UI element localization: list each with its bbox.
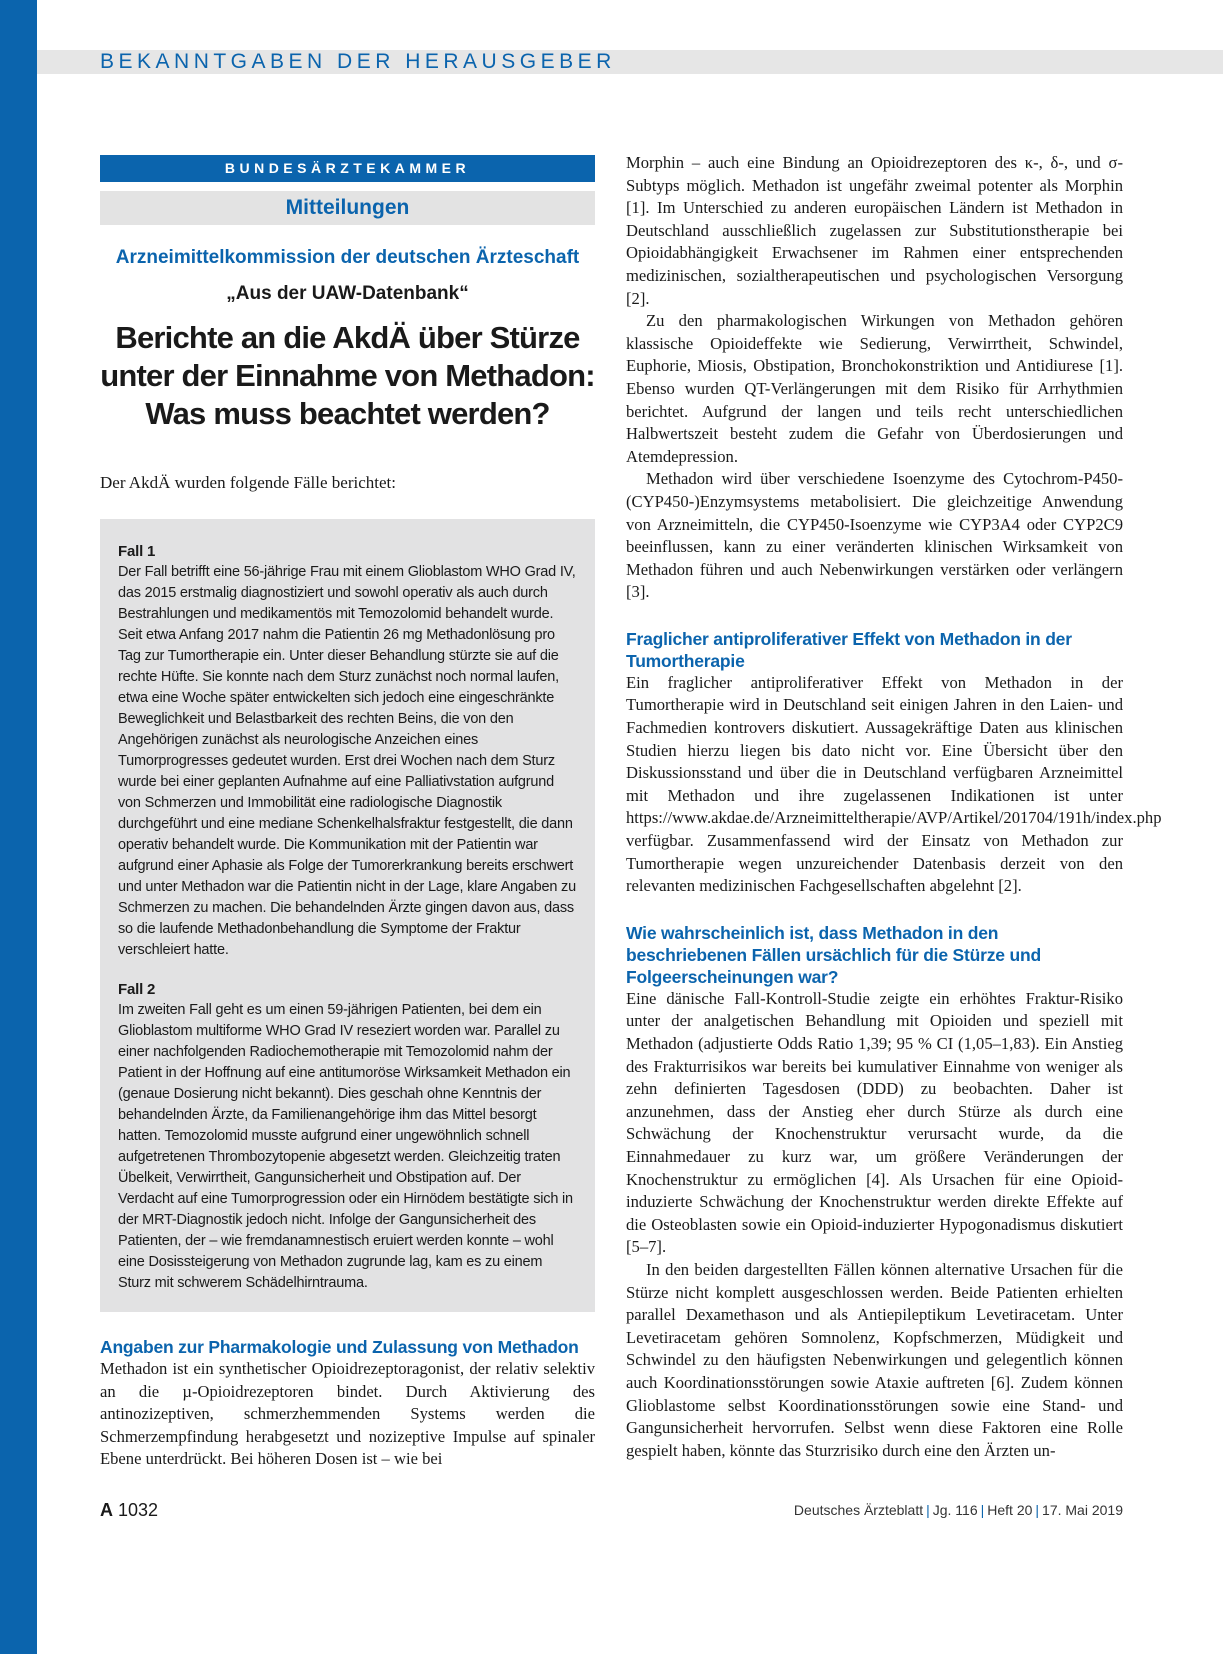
- rubric-title: „Aus der UAW-Datenbank“: [226, 283, 469, 304]
- journal-date: 17. Mai 2019: [1042, 1502, 1123, 1518]
- journal-issue: Heft 20: [987, 1502, 1033, 1518]
- case1-text: Der Fall betrifft eine 56-jährige Frau mit einem Glioblastom WHO Grad IV, das 2015 erstmalig diagnostiziert und sowohl operativ als auch durch Bestrahlungen und medikamentös mit Temozolomid behandelt wurde. Seit etwa Anfang 2017 nahm die Patientin 26 mg Methadonlösung pro Tag zur Tumortherapie ein. Unter dieser Behandlung stürzte sie auf die rechte Hüfte. Sie konnte nach dem Sturz zunächst noch normal laufen, etwa eine Woche später entwickelten sich jedoch eine eingeschränkte Beweglichkeit und Belastbarkeit des rechten Beins, die von den Angehörigen zunächst als neurologische Anzeichen eines Tumorprogresses gedeutet wurden. Erst drei Wochen nach dem Sturz wurde bei einer geplanten Aufnahme auf eine Palliativstation aufgrund von Schmerzen und Immobilität eine radiologische Diagnostik durchgeführt und eine mediane Schenkelhalsfraktur festgestellt, die dann operativ behandelt wurde. Die Kommunikation mit der Patientin war aufgrund einer Aphasie als Folge der Tumorerkrankung bereits erschwert und unter Methadon war die Patientin nicht in der Lage, klare Angaben zu Schmerzen zu machen. Die behandelnden Ärzte gingen davon aus, dass so die laufende Methadonbehandlung die Symptome der Fraktur verschleiert hatte.: [118, 564, 576, 958]
- case2-text: Im zweiten Fall geht es um einen 59-jährigen Patienten, bei dem ein Glioblastom multiforme WHO Grad IV reseziert worden war. Parallel zu einer nachfolgenden Radiochemotherapie mit Temozolomid nahm der Patient in der Hoffnung auf eine antitumoröse Wirksamkeit Methadon ein (genaue Dosierung nicht bekannt). Dies geschah ohne Kenntnis der behandelnden Ärzte, da Familienangehörige ihm das Mittel besorgt hatten. Temozolomid musste aufgrund einer ungewöhnlich schnell aufgetretenen Thrombozytopenie abgesetzt werden. Gleichzeitig traten Übelkeit, Verwirrtheit, Gangunsicherheit und Obstipation auf. Der Verdacht auf eine Tumorprogression oder ein Hirnödem bestätigte sich in der MRT-Diagnostik jedoch nicht. Infolge der Gangunsicherheit des Patienten, der – wie fremdanamnestisch eruiert werden konnte – wohl eine Dosissteigerung von Methadon zugrunde lag, kam es zu einem Sturz mit schwerem Schädelhirntrauma.: [118, 1002, 573, 1291]
- right-column: [626, 152, 1162, 1462]
- article-headline: Berichte an die AkdÄ über Stürze unter der Einnahme von Methadon: Was muss beachtet werden?: [100, 320, 595, 431]
- pharma-paragraph-2: Zu den pharmakologischen Wirkungen von Methadon gehören klassische Opioideffekte wie Sedierung, Verwirrtheit, Schwindel, Euphorie, Miosis, Obstipation, Bronchokonstriktion und Antidiurese [1]. Ebenso wurden QT-Verlängerungen mit dem Risiko für Arrhythmien berichtet. Aufgrund der langen und teils recht unterschiedlichen Halbwertszeit besteht zudem die Gefahr von Überdosierungen und Atemdepression.: [626, 311, 1123, 466]
- left-column: [100, 155, 595, 1471]
- page-prefix: A: [100, 1500, 113, 1520]
- case1-title: Fall 1: [118, 543, 156, 560]
- journal-footer: [794, 1502, 1123, 1518]
- footer-separator: |: [926, 1502, 930, 1518]
- pharma-paragraph-3: Methadon wird über verschiedene Isoenzyme des Cytochrom-P450-(CYP450-)Enzymsystems metabolisiert. Die gleichzeitige Anwendung von Arzneimitteln, die CYP450-Isoenzyme wie CYP3A4 oder CYP2C9 beeinflussen, kann zu einer veränderten klinischen Wirksamkeit von Methadon führen und auch Nebenwirkungen verstärken oder verlängern [3].: [626, 469, 1123, 602]
- kammer-banner: BUNDESÄRZTEKAMMER: [100, 155, 595, 182]
- pharma-paragraph-1-continued: Morphin – auch eine Bindung an Opioidrezeptoren des κ-, δ-, und σ-Subtyps möglich. Methadon ist ungefähr zweimal potenter als Morphin [1]. Im Unterschied zu anderen europäischen Ländern ist Methadon in Deutschland ausschließlich zugelassen zur Substitutionstherapie bei Opioidabhängigkeit Erwachsener im Rahmen einer entsprechenden medizinischen, sozialtherapeutischen und psychologischen Versorgung [2].: [626, 153, 1123, 308]
- page-number-value: 1032: [118, 1500, 159, 1520]
- mitteilungen-banner: Mitteilungen: [100, 191, 595, 225]
- pharma-heading: Angaben zur Pharmakologie und Zulassung von Methadon: [100, 1337, 579, 1357]
- organisation-title: Arzneimittelkommission der deutschen Ärzteschaft: [115, 247, 580, 268]
- footer-separator: |: [980, 1502, 985, 1518]
- journal-volume: Jg. 116: [932, 1502, 978, 1518]
- antiprolif-paragraph: Ein fraglicher antiproliferativer Effekt von Methadon in der Tumortherapie wird in Deutschland seit einigen Jahren in den Laien- und Fachmedien kontrovers diskutiert. Aussagekräftige Daten aus klinischen Studien hierzu liegen bis dato nicht vor. Eine Übersicht über den Diskussionsstand und über die in Deutschland verfügbaren Arzneimittel mit Methadon und ihre zugelassenen Indikationen ist unter https://www.akdae.de/Arzneimitteltherapie/AVP/Artikel/201704/191h/index.php verfügbar. Zusammenfassend wird der Einsatz von Methadon zur Tumortherapie wegen unzureichender Datenbasis derzeit von den relevanten medizinischen Fachgesellschaften abgelehnt [2].: [626, 672, 1162, 896]
- causality-heading: Wie wahrscheinlich ist, dass Methadon in den beschriebenen Fällen ursächlich für die Stürze und Folgeerscheinungen war?: [626, 922, 1041, 987]
- case2-title: Fall 2: [118, 981, 156, 998]
- antiprolif-heading: Fraglicher antiproliferativer Effekt von Methadon in der Tumortherapie: [626, 628, 1072, 671]
- causality-paragraph-1: Eine dänische Fall-Kontroll-Studie zeigte ein erhöhtes Fraktur-Risiko unter der analgetischen Behandlung mit Opioiden und speziell mit Methadon (adjustierte Odds Ratio 1,39; 95 % CI (1,05–1,83). Ein Anstieg des Frakturrisikos war bereits bei kumulativer Einnahme von weniger als zehn definierten Tagesdosen (DDD) zu beobachten. Daher ist anzunehmen, dass der Anstieg eher durch Stürze als durch eine Schwächung der Knochenstruktur verursacht wurde, da die Einnahmedauer zu kurz war, um größere Veränderungen der Knochenstruktur zu ermöglichen [4]. Als Ursachen für eine Opioid-induzierte Schwächung der Knochenstruktur werden direkte Effekte auf die Osteoblasten sowie ein Opioid-induzierter Hypogonadismus diskutiert [5–7].: [626, 988, 1123, 1257]
- section-label: BEKANNTGABEN DER HERAUSGEBER: [100, 50, 616, 73]
- causality-paragraph-2: In den beiden dargestellten Fällen können alternative Ursachen für die Stürze nicht komplett ausgeschlossen werden. Beide Patienten erhielten parallel Dexamethason und als Antiepileptikum Levetiracetam. Unter Levetiracetam gehören Somnolenz, Kopfschmerzen, Müdigkeit und Schwindel zu den häufigsten Nebenwirkungen und gelegentlich können auch Koordinationsstörungen sowie Ataxie auftreten [6]. Zudem können Glioblastome selbst Koordinationsstörungen sowie eine Stand- und Gangunsicherheit hervorrufen. Selbst wenn diese Faktoren eine Rolle gespielt haben, könnte das Sturzrisiko durch eine den Ärzten un-: [626, 1259, 1123, 1460]
- case-report-box: [100, 519, 595, 1312]
- journal-name: Deutsches Ärzteblatt: [793, 1502, 924, 1518]
- pharma-paragraph-1: Methadon ist ein synthetischer Opioidrezeptoragonist, der relativ selektiv an die µ-Opioidrezeptoren bindet. Durch Aktivierung des antinozizeptiven, schmerzhemmenden Systems werden die Schmerzempfindung herabgesetzt und nozizeptive Impulse auf spinaler Ebene unterdrückt. Bei höheren Dosen ist – wie bei: [100, 1359, 595, 1469]
- page-number: [100, 1500, 158, 1521]
- intro-text: Der AkdÄ wurden folgende Fälle berichtet:: [100, 473, 396, 492]
- left-accent-bar: [0, 0, 37, 1654]
- footer-separator: |: [1035, 1502, 1040, 1518]
